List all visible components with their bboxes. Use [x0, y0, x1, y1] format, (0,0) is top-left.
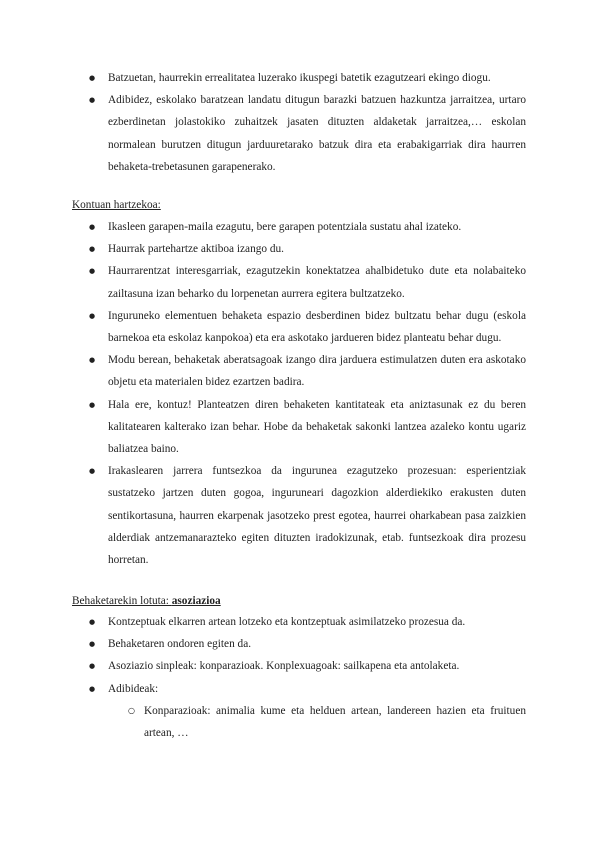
list-item: ● Adibidez, eskolako baratzean landatu ditugun barazki batzuen hazkuntza jarraitzea, urtaro ezberdinetan jolastokiko zuhaitzek jasaten dituzten aldaketak jarraitzea,… eskolan normalean burutzen ditugun jarduuretarako batzuk dira eta erabakigarriak dira haurren behaketa-trebetasunen garapenerako. [91, 89, 526, 178]
sub-list-item: ○ Konparazioak: animalia kume eta helduen artean, landereen hazien eta fruituen artean, … [130, 700, 526, 744]
list-item: ● Modu berean, behaketak aberatsagoak izango dira jarduera estimulatzen duten era askotako objetu eta materialen bidez ezartzen badira. [91, 349, 526, 393]
list-item: ● Asoziazio sinpleak: konparazioak. Konplexuagoak: sailkapena eta antolaketa. [91, 655, 526, 677]
list-item: ● Haurrarentzat interesgarriak, ezagutzekin konektatzea ahalbidetuko dute eta nolabaiteko zailtasuna izan beharko du lorpenetan aurrera egitera bultzatzeko. [91, 260, 526, 304]
asoziazioa-heading [72, 590, 221, 612]
list-item: ● Behaketaren ondoren egiten da. [91, 633, 526, 655]
intro-list [91, 67, 526, 178]
adibideak-sublist [130, 700, 526, 744]
list-item: ● Irakaslearen jarrera funtsezkoa da ingurunea ezagutzeko prozesuan: esperientziak sustatzeko jartzen duten gogoa, inguruneari dagozkion alderdiekiko erakusten duten sentikortasuna, haurren ekarpenak jasotzeko prest egotea, haurrei oharkabean pasa zaizkien alderdiak antzemanarazteko egiten dituzten iradokizunak, etab. funtsezkoak dira prozesu horretan. [91, 460, 526, 571]
list-item: ● Batzuetan, haurrekin errealitatea luzerako ikuspegi batetik ezagutzeari ekingo diogu. [91, 67, 526, 89]
list-item: ● Hala ere, kontuz! Planteatzen diren behaketen kantitateak eta aniztasunak ez du beren kalitatearen kalterako izan behar. Hobe da behaketak sakonki lantzea azaleko kontu ugariz baliatzea baino. [91, 394, 526, 461]
kontuan-list [91, 216, 526, 571]
asoziazioa-heading-bold: asoziazioa [171, 595, 221, 607]
list-item-label: Adibideak: [108, 682, 159, 695]
asoziazioa-list [91, 611, 526, 744]
asoziazioa-heading-prefix: Behaketarekin lotuta: [72, 595, 172, 607]
list-item: ● Inguruneko elementuen behaketa espazio desberdinen bidez bultzatu behar dugu (eskola barnekoa eta eskolaz kanpokoa) eta era askotako jardueren bidez planteatu behar dugu. [91, 305, 526, 349]
list-item: ● Haurrak partehartze aktiboa izango du. [91, 238, 526, 260]
list-item [91, 678, 526, 745]
list-item: ● Kontzeptuak elkarren artean lotzeko eta kontzeptuak asimilatzeko prozesua da. [91, 611, 526, 633]
kontuan-heading: Kontuan hartzekoa: [72, 199, 161, 211]
list-item: ● Ikasleen garapen-maila ezagutu, bere garapen potentziala sustatu ahal izateko. [91, 216, 526, 238]
